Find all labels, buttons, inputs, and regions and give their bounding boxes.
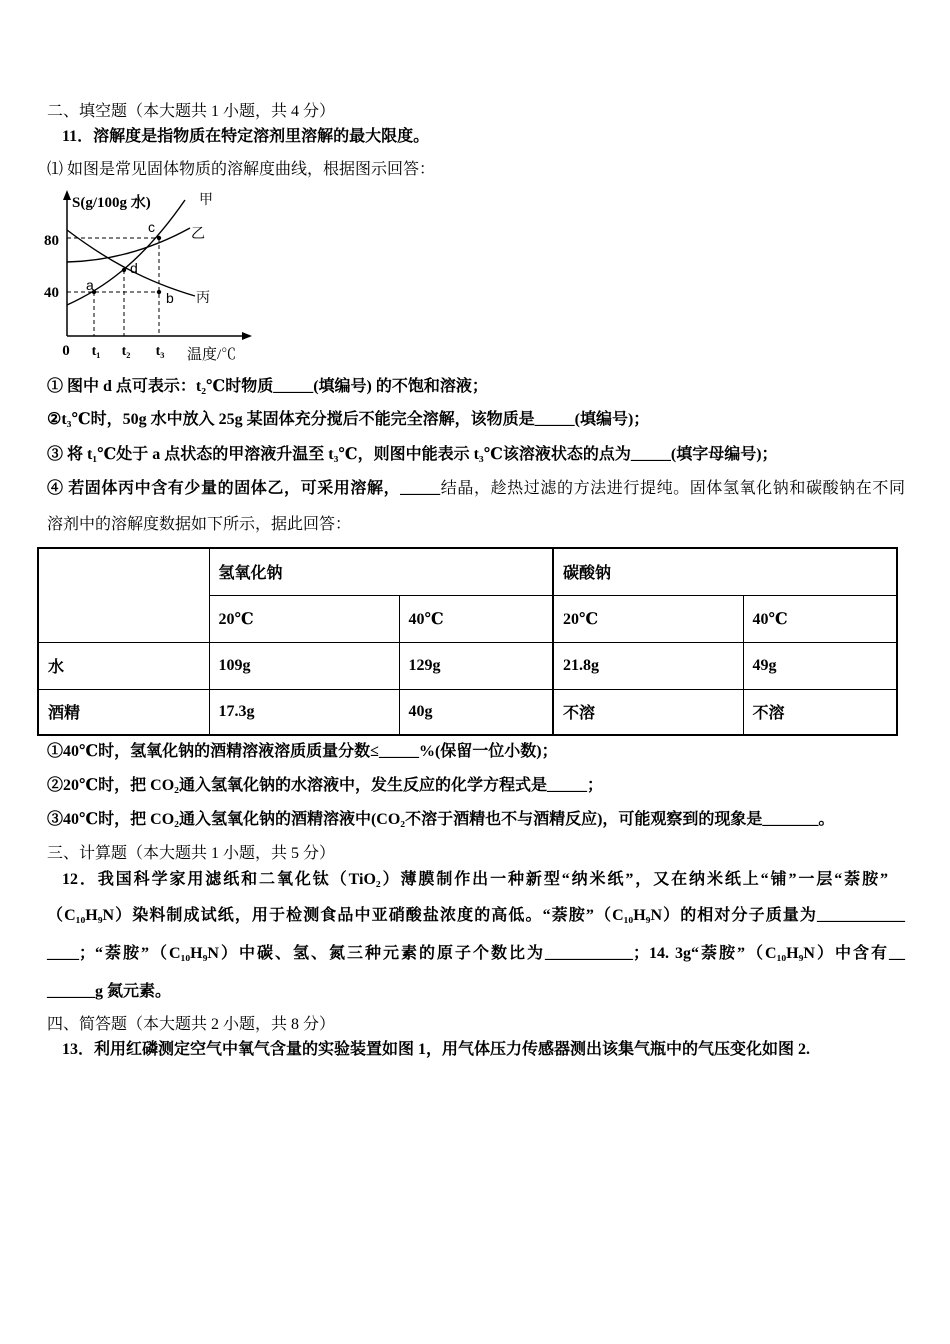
section2-heading: 二、填空题（本大题共 1 小题，共 4 分） [47,103,336,120]
q12-line-2: （C₁₀H₉N）染料制成试纸，用于检测食品中亚硝酸盐浓度的高低。“萘胺”（C₁₀H₉N）的相对分子质量为___________ [47,907,905,924]
q11-item-3: ③ 将 t₁℃处于 a 点状态的甲溶液升温至 t₃℃，则图中能表示 t₃℃该溶液状态的点为_____(填字母编号)； [47,446,778,463]
q11-item-4-rest: 结晶，趁热过滤的方法进行提纯。固体氢氧化钠和碳酸钠在不同 [440,480,905,497]
x-axis-arrow [242,332,252,340]
q11-part2-item-3: ③40℃时，把 CO₂通入氢氧化钠的酒精溶液中(CO₂不溶于酒精也不与酒精反应)，可能观察到的现象是_______。 [47,811,835,828]
x-tick-t2: t₂ [121,344,131,359]
table-corner-cell [38,548,209,642]
q11-stem: 11．溶解度是指物质在特定溶剂里溶解的最大限度。 [62,128,430,145]
x-axis-label: 温度/℃ [187,347,237,363]
table-row-water [38,642,897,689]
origin-label: 0 [62,343,70,359]
q11-table-intro: 溶剂中的溶解度数据如下所示，据此回答： [47,516,352,533]
point-label-c: c [148,219,155,235]
table-header-na2co3: 碳酸钠 [553,548,897,595]
point-c-dot [157,236,161,240]
q12-line-4: ______g 氮元素。 [47,983,172,1000]
section4-heading: 四、简答题（本大题共 2 小题，共 8 分） [47,1016,336,1033]
table-value-cell: 不溶 [743,689,897,735]
curve-label-yi: 乙 [191,227,205,242]
table-value-cell: 不溶 [553,689,743,735]
table-value-cell: 21.8g [553,642,743,689]
q13-stem: 13．利用红磷测定空气中氧气含量的实验装置如图 1，用气体压力传感器测出该集气瓶中的气压变化如图 2. [62,1041,811,1058]
y-tick-80: 80 [44,233,59,249]
table-row-alcohol [38,689,897,735]
curve-label-bing: 丙 [196,291,210,306]
y-axis-label: S(g/100g 水) [72,195,151,211]
q11-part2-item-1: ①40℃时，氢氧化钠的酒精溶液溶质质量分数≤_____%(保留一位小数)； [47,743,558,760]
table-temp-cell: 40℃ [399,595,553,642]
y-tick-40: 40 [44,285,59,301]
x-tick-t3: t₃ [155,344,165,359]
q11-part1-intro: ⑴ 如图是常见固体物质的溶解度曲线，根据图示回答： [47,161,436,178]
table-value-cell: 17.3g [209,689,399,735]
q11-item-1: ① 图中 d 点可表示：t₂℃时物质_____(填编号) 的不饱和溶液； [47,378,488,395]
solubility-curve-figure [40,185,260,365]
point-d-dot [122,268,126,272]
q12-line-1: 12．我国科学家用滤纸和二氧化钛（TiO₂）薄膜制作出一种新型“纳米纸”，又在纳米纸上“铺”一层“萘胺” [62,871,888,888]
point-label-a: a [86,277,94,293]
table-value-cell: 109g [209,642,399,689]
section3-heading: 三、计算题（本大题共 1 小题，共 5 分） [47,845,336,862]
table-header-row [38,548,897,595]
q12-line-3: ____；“萘胺”（C₁₀H₉N）中碳、氢、氮三种元素的原子个数比为___________；14. 3g“萘胺”（C₁₀H₉N）中含有__ [47,945,905,962]
table-temp-cell: 20℃ [553,595,743,642]
table-temp-cell: 20℃ [209,595,399,642]
table-header-naoh: 氢氧化钠 [209,548,553,595]
curve-yi [67,228,190,262]
q11-item-4-bold: ④ 若固体丙中含有少量的固体乙，可采用溶解，_____ [47,480,441,497]
point-b-dot [157,290,161,294]
table-value-cell: 40g [399,689,553,735]
q11-part2-item-2: ②20℃时，把 CO₂通入氢氧化钠的水溶液中，发生反应的化学方程式是_____； [47,777,603,794]
point-label-d: d [130,260,138,276]
x-tick-t1: t₁ [91,344,101,359]
table-value-cell: 49g [743,642,897,689]
curve-label-jia: 甲 [199,193,213,208]
y-axis-arrow [63,190,71,200]
table-solvent-cell: 水 [38,642,209,689]
q11-item-2: ②t₃℃时，50g 水中放入 25g 某固体充分搅后不能完全溶解，该物质是_____(填编号)； [47,411,650,428]
solubility-table [37,547,898,736]
q11-item-4 [47,479,905,499]
table-solvent-cell: 酒精 [38,689,209,735]
table-value-cell: 129g [399,642,553,689]
point-label-b: b [166,290,174,306]
table-temp-cell: 40℃ [743,595,897,642]
